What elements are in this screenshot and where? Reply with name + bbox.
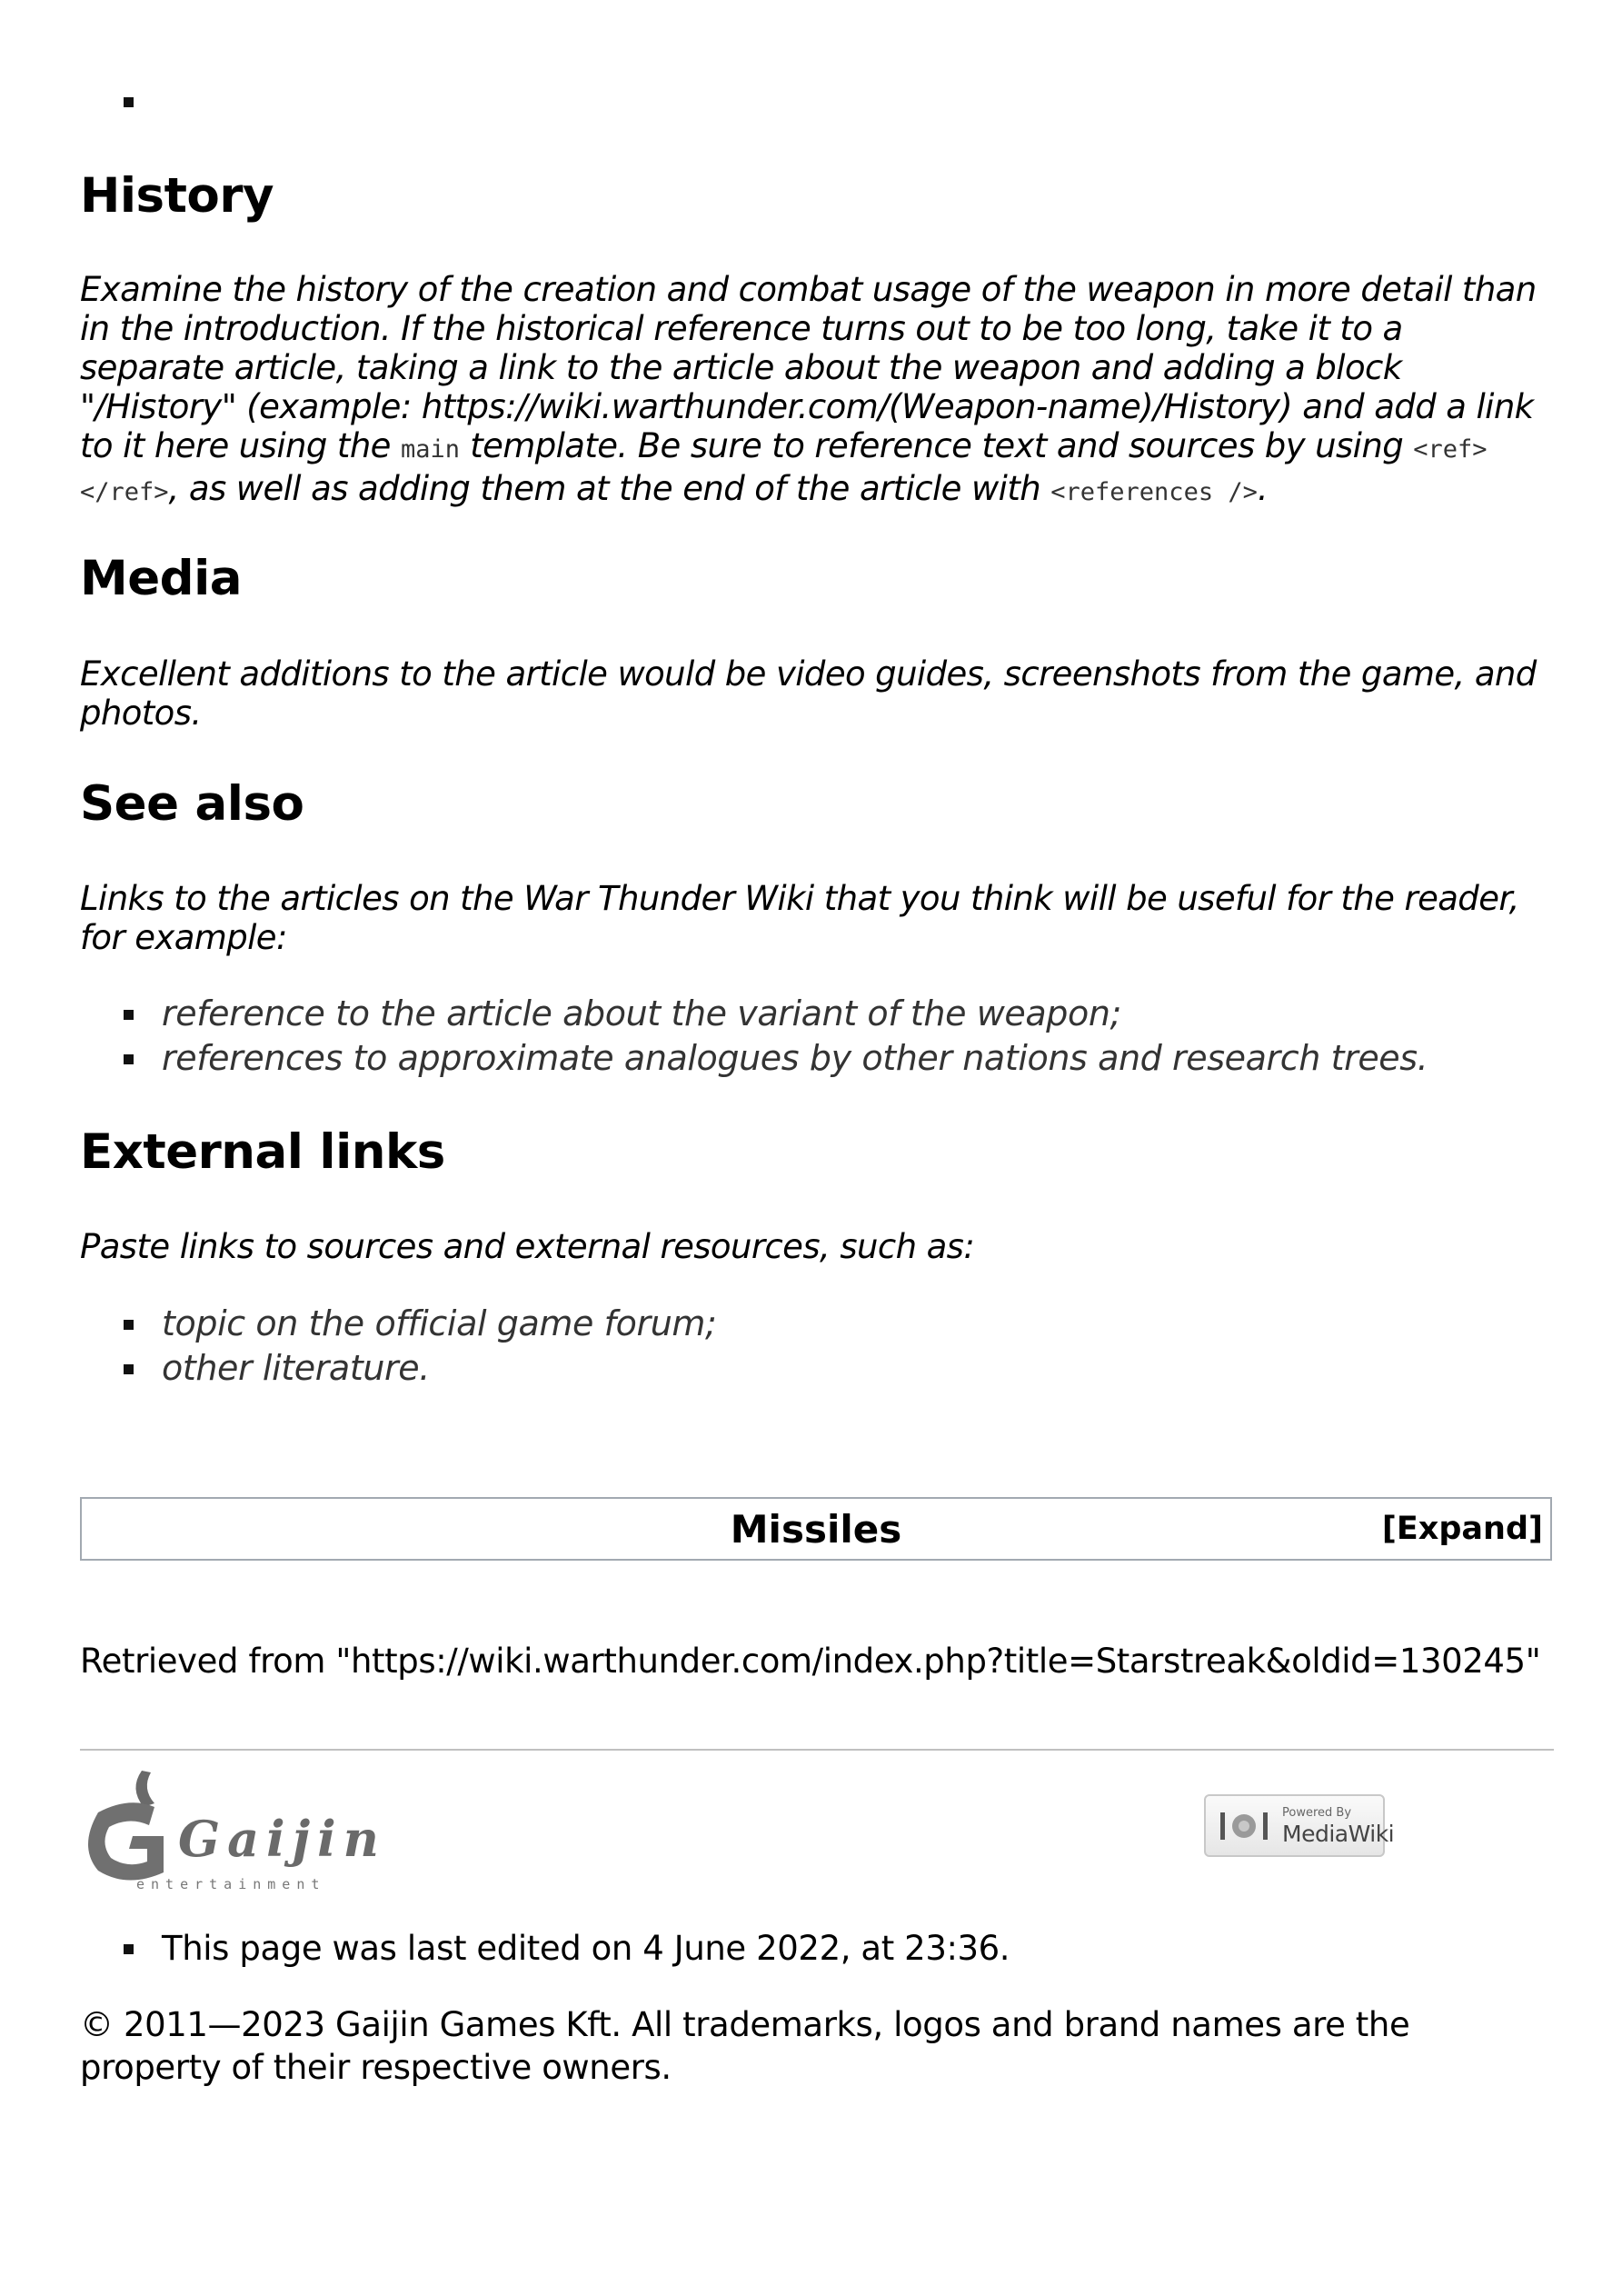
- gaijin-logo[interactable]: [80, 1765, 386, 1892]
- list-item: references to approximate analogues by other nations and research trees.: [80, 1036, 1428, 1081]
- see-also-list: [80, 992, 1428, 1081]
- list-item: topic on the official game forum;: [80, 1302, 716, 1346]
- history-text: Examine the history of the creation and combat usage of the weapon in more detail than in the introduction. If the historical reference turns out to be too long, take it to a separate article, taking a link to the article about the weapon and adding a block "/History" (example: https://wiki.warthunder.com/(Weapon-name)/History) and add a link to it here using the main template. Be sure to reference text and sources by using <ref></ref>, as well as adding them at the end of the article with <references />.: [80, 270, 1537, 508]
- see-also-text: Links to the articles on the War Thunder Wiki that you think will be useful for the reader, for example:: [80, 879, 1519, 957]
- retrieved-from-link[interactable]: Retrieved from "https://wiki.warthunder.com/index.php?title=Starstreak&oldid=130245": [80, 1642, 1541, 1681]
- svg-text:entertainment: entertainment: [136, 1876, 326, 1892]
- footer-divider: [80, 1749, 1554, 1751]
- svg-text:Gaijin: Gaijin: [178, 1810, 386, 1868]
- missiles-navbox: [80, 1497, 1552, 1561]
- list-item: reference to the article about the variant of the weapon;: [80, 992, 1428, 1036]
- code-main: main: [401, 435, 461, 464]
- powered-by-mediawiki-badge[interactable]: [1204, 1794, 1395, 1857]
- mediawiki-wordmark: MediaWiki: [1282, 1821, 1395, 1847]
- code-ref: <ref></ref>: [80, 435, 1488, 506]
- media-text: Excellent additions to the article would be video guides, screenshots from the game, and photos.: [80, 654, 1537, 733]
- external-links-text: Paste links to sources and external resources, such as:: [80, 1227, 975, 1266]
- list-item: other literature.: [80, 1346, 716, 1391]
- mediawiki-flower-icon: [1219, 1807, 1269, 1845]
- footer-info-list: [80, 1927, 1010, 1971]
- code-references: <references />: [1050, 478, 1258, 506]
- navbox-title: Missiles: [730, 1507, 902, 1552]
- copyright: © 2011—2023 Gaijin Games Kft. All trademarks, logos and brand names are the property of their respective owners.: [80, 2005, 1410, 2087]
- last-edited: This page was last edited on 4 June 2022, at 23:36.: [80, 1927, 1010, 1971]
- history-heading: History: [80, 168, 274, 224]
- list-bullet: [124, 97, 134, 107]
- navbox-expand-toggle[interactable]: [Expand]: [1381, 1511, 1543, 1547]
- external-links-heading: External links: [80, 1124, 445, 1180]
- mediawiki-powered-by: Powered By: [1282, 1806, 1352, 1820]
- see-also-heading: See also: [80, 776, 304, 832]
- external-links-list: [80, 1302, 716, 1391]
- media-heading: Media: [80, 551, 243, 606]
